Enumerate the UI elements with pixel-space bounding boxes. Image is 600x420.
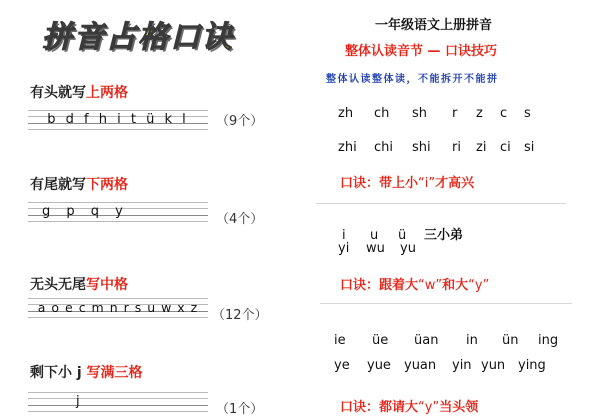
- letter-count-3: （12个）: [212, 308, 268, 323]
- rule-heading-highlight: 写中格: [86, 277, 128, 293]
- syllable: ing: [538, 333, 559, 348]
- grid-letters: j: [76, 394, 83, 409]
- syllable: ch: [374, 106, 390, 121]
- grid-letters: b d f h i t ü k l: [47, 112, 189, 127]
- syllable-row-compound-finals: [334, 333, 558, 348]
- tip-text: 口诀：都请大: [340, 400, 419, 415]
- letter-count-1: （9个）: [216, 114, 264, 129]
- vowel-syllables-row: [338, 241, 416, 256]
- tip-text: 才高兴: [435, 176, 475, 191]
- syllable: ie: [334, 333, 346, 348]
- grid-letters: g p q y: [42, 204, 129, 219]
- tip-text: 口诀：跟着大: [340, 278, 419, 293]
- grid-line: [28, 411, 208, 412]
- syllable-row-whole: [338, 140, 534, 155]
- syllable: z: [476, 106, 483, 121]
- syllable: s: [524, 106, 531, 121]
- vowels-label: 三小弟: [424, 228, 464, 243]
- mnemonic-tip-1: [340, 172, 474, 191]
- syllable: sh: [412, 106, 428, 121]
- tip-quote: “y”: [468, 278, 490, 293]
- letter-count-2: （4个）: [216, 212, 264, 227]
- tip-text: 和大: [442, 278, 469, 293]
- tip-quote: “w”: [418, 278, 443, 293]
- syllable: in: [466, 333, 478, 348]
- rule-heading-4: [30, 362, 143, 382]
- rule-heading-text: 无头无尾: [30, 277, 86, 293]
- rule-heading-3: [30, 274, 128, 294]
- rule-heading-highlight: 写满三格: [86, 365, 143, 381]
- mnemonic-tip-2: [340, 274, 489, 293]
- grid-line: [28, 202, 208, 203]
- syllable: ying: [518, 358, 546, 373]
- rule-heading-highlight: 下两格: [86, 177, 128, 193]
- vowel: i: [342, 228, 346, 243]
- syllable: yi: [338, 241, 350, 256]
- syllable: si: [524, 140, 535, 155]
- right-title: 一年级语文上册拼音: [375, 18, 493, 33]
- syllable: c: [500, 106, 508, 121]
- tip-text: 当头领: [439, 400, 479, 415]
- syllable: zhi: [338, 140, 357, 155]
- grid-line: [28, 110, 208, 111]
- rule-heading-text: 有尾就写: [30, 177, 86, 193]
- syllable: r: [452, 106, 458, 121]
- syllable: zh: [338, 106, 354, 121]
- syllable: ci: [500, 140, 511, 155]
- syllable: yu: [400, 241, 416, 256]
- tip-quote: “y”: [418, 400, 440, 415]
- grid-line: [28, 129, 208, 130]
- vowel: ü: [398, 228, 407, 243]
- grid-line: [28, 221, 208, 222]
- letter-count-4: （1个）: [216, 402, 264, 417]
- section-divider: [320, 303, 572, 304]
- syllable: üe: [372, 333, 389, 348]
- tip-quote: “i”: [418, 176, 436, 191]
- rule-heading-text: 有头就写: [30, 85, 86, 101]
- rule-heading-text: 剩下小 j: [30, 365, 87, 381]
- four-line-grid-4: [28, 392, 208, 412]
- syllable: chi: [374, 140, 393, 155]
- grid-line: [28, 317, 208, 318]
- four-line-grid-1: [28, 110, 208, 130]
- syllable: yuan: [404, 358, 437, 373]
- syllable: ye: [334, 358, 350, 373]
- tip-text: 口诀：带上小: [340, 176, 419, 191]
- vowel: u: [370, 228, 379, 243]
- syllable: wu: [366, 241, 385, 256]
- syllable: ri: [452, 140, 461, 155]
- four-line-grid-3: [28, 298, 208, 318]
- four-line-grid-2: [28, 202, 208, 222]
- syllable: yun: [481, 358, 506, 373]
- right-subtitle: 整体认读音节 — 口诀技巧: [345, 44, 498, 59]
- syllable: shi: [412, 140, 431, 155]
- section-divider: [316, 203, 566, 204]
- syllable: yin: [452, 358, 472, 373]
- syllable: zi: [476, 140, 487, 155]
- right-note: 整体认读整体读，不能拆开不能拼: [326, 74, 499, 85]
- rule-heading-highlight: 上两格: [86, 85, 128, 101]
- syllable-row-y-words: [334, 358, 546, 373]
- grid-letters: a o e c m n r s u w x z: [37, 300, 199, 315]
- page-title: 拼音占格口诀: [42, 20, 234, 55]
- grid-line: [28, 392, 208, 393]
- syllable: ün: [502, 333, 519, 348]
- mnemonic-tip-3: [340, 396, 478, 415]
- syllable: üan: [414, 333, 439, 348]
- syllable: yue: [367, 358, 391, 373]
- rule-heading-2: [30, 174, 128, 194]
- syllable-row-initials: [338, 106, 531, 121]
- grid-line: [28, 298, 208, 299]
- rule-heading-1: [30, 82, 128, 102]
